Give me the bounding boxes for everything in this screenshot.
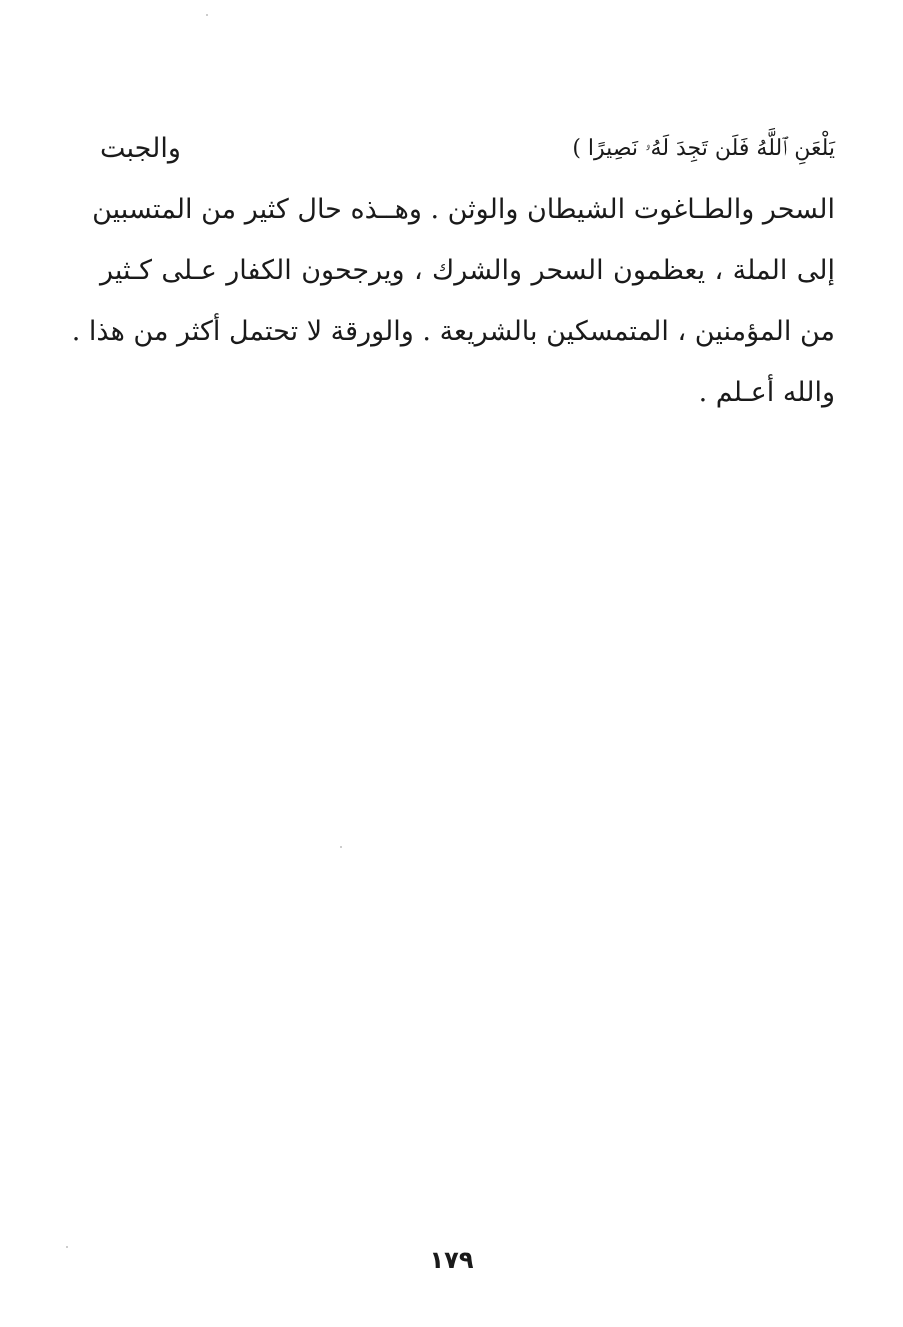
scan-speck <box>206 14 208 16</box>
scan-speck <box>340 846 342 848</box>
word-waljibt: والجبت <box>100 133 181 164</box>
text-line-3: إلى الملة ، يعظمون السحر والشرك ، ويرجحون الكفار عـلى كـثير <box>100 255 835 286</box>
body-text <box>71 118 835 423</box>
page-number: ١٧٩ <box>429 1246 474 1274</box>
text-line-4: من المؤمنين ، المتمسكين بالشريعة . والورقة لا تحتمل أكثر من هذا . <box>71 316 835 347</box>
text-line-5: والله أعـلم . <box>698 377 835 408</box>
quran-verse-fragment: يَلْعَنِ ٱللَّهُ فَلَن تَجِدَ لَهُۥ نَصِيرًا ) <box>572 136 835 161</box>
text-line-2: السحر والطـاغوت الشيطان والوثن . وهــذه حال كثير من المتسبين <box>92 194 835 225</box>
text-line-1 <box>100 118 835 179</box>
